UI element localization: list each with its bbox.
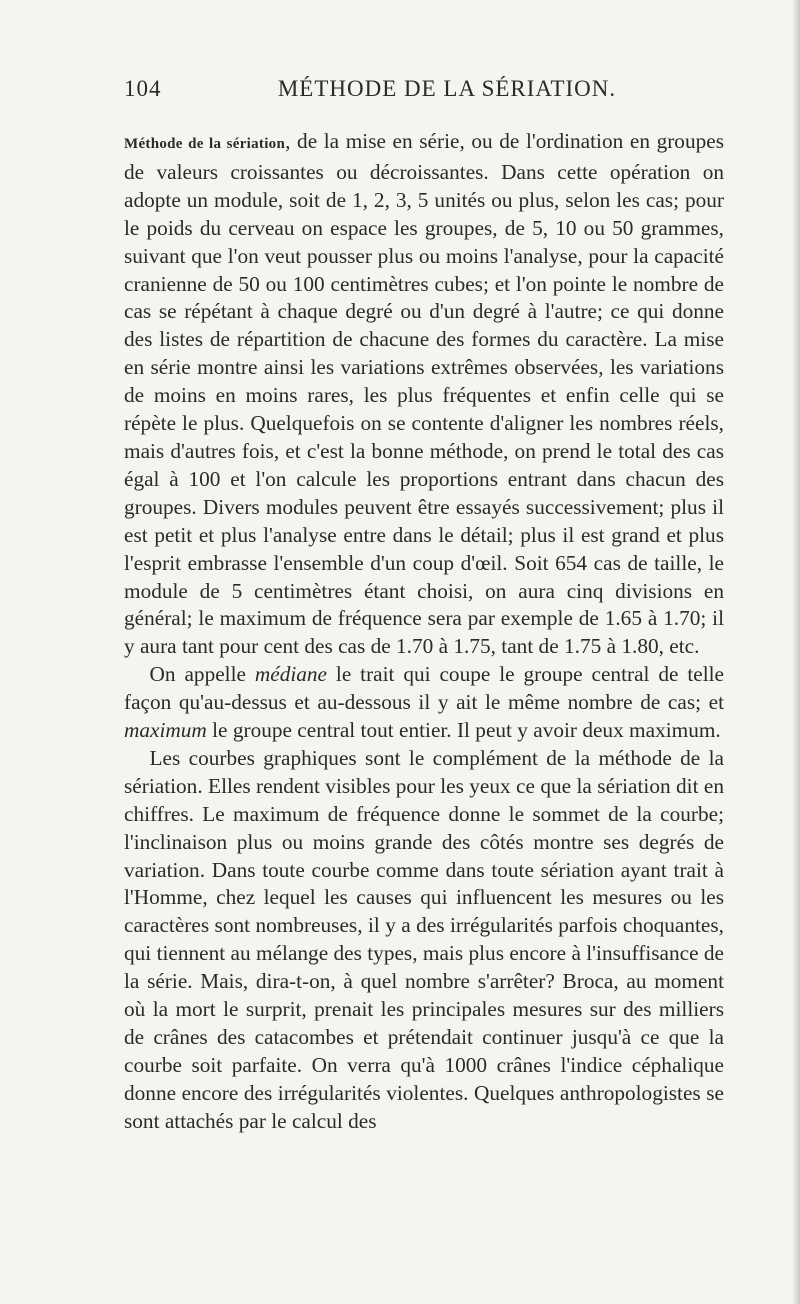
paragraph-courbes [124,745,724,1136]
paragraph-text: le trait qui coupe le groupe central de telle façon qu'au-dessus et au-dessous il y ait le même nombre de cas; et [124,662,724,715]
page-edge-shadow [792,0,800,1304]
running-title: MÉTHODE DE LA SÉRIATION. [277,76,617,101]
term-maximum: maximum [124,718,207,743]
paragraph-text: , de la mise en série, ou de l'ordination en groupes de valeurs croissantes ou décroissantes. Dans cette opération on adopte un module, soit de 1, 2, 3, 5 unités ou plus, selon les cas; pour le poids du cerveau on espace les groupes, de 5, 10 ou 50 grammes, suivant que l'on veut pousser plus ou moins l'analyse, pour la capacité cranienne de 50 ou 100 centimètres cubes; et l'on pointe le nombre de cas se répétant à chaque degré ou d'un degré à l'autre; ce qui donne des listes de répartition de chacune des formes du caractère. La mise en série montre ainsi les variations extrêmes observées, les variations de moins en moins rares, les plus fréquentes et enfin celle qui se répète le plus. Quelquefois on se contente d'aligner les nombres réels, mais d'autres fois, et c'est la bonne méthode, on prend le total des cas égal à 100 et l'on calcule les proportions entrant dans chacun des groupes. Divers modules peuvent être essayés successivement; plus il est petit et plus l'analyse entre dans le détail; plus il est grand et plus l'esprit embrasse l'ensemble d'un coup d'œil. Soit 654 cas de taille, le module de 5 centimètres étant choisi, on aura cinq divisions en général; le maximum de fréquence sera par exemple de 1.65 à 1.70; il y aura tant pour cent des cas de 1.70 à 1.75, tant de 1.75 à 1.80, etc. [124,129,724,659]
body-text [124,128,724,1136]
paragraph-mediane [124,661,724,745]
term-mediane: médiane [254,662,328,687]
paragraph-text: le groupe central tout entier. Il peut y avoir deux maximum. [206,718,721,743]
running-head [124,76,730,110]
paragraph-lead-in: Méthode de la sériation [124,136,286,152]
paragraph-text: Les courbes graphiques sont le complément de la méthode de la sériation. Elles rendent visibles pour les yeux ce que la sériation dit en chiffres. Le maximum de fréquence donne le sommet de la courbe; l'inclinaison plus ou moins grande des côtés montre ses degrés de variation. Dans toute courbe comme dans toute sériation ayant trait à l'Homme, chez lequel les causes qui influencent les mesures ou les caractères sont nombreuses, il y a des irrégularités parfois choquantes, qui tiennent au mélange des types, mais plus encore à l'insuffisance de la série. Mais, dira-t-on, à quel nombre s'arrêter? Broca, au moment où la mort le surprit, prenait les principales mesures sur des milliers de crânes des catacombes et prétendait continuer jusqu'à ce que la courbe soit parfaite. On verra qu'à 1000 crânes l'indice céphalique donne encore des irrégularités violentes. Quelques anthropologistes se sont attachés par le calcul des [124,745,724,1133]
paragraph-text: On appelle [149,662,255,687]
page-number: 104 [124,76,162,101]
paragraph-seriation [124,128,724,661]
